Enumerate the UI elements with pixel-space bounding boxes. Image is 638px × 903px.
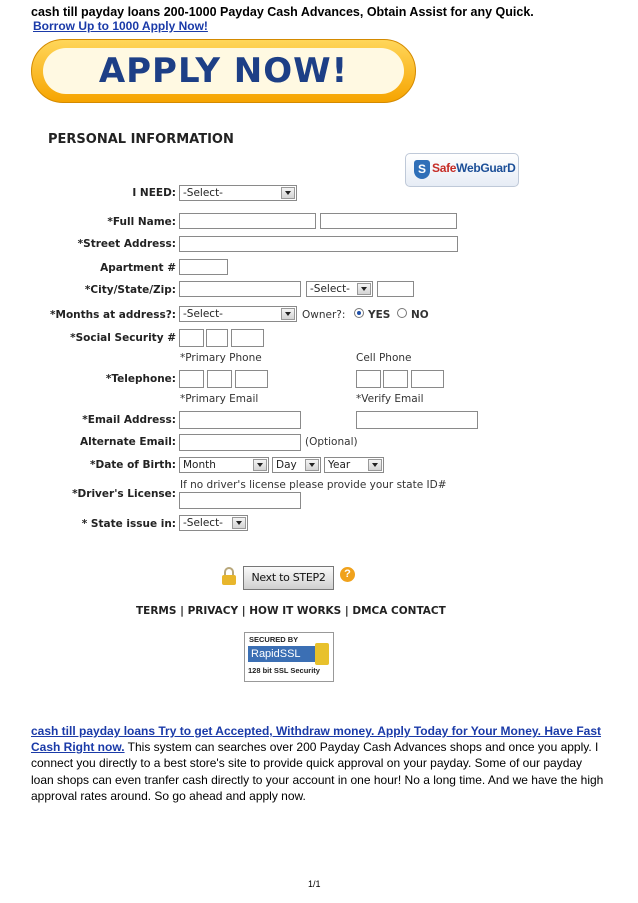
license-note: If no driver's license please provide your state ID# xyxy=(180,479,447,491)
last-name-input[interactable] xyxy=(320,213,457,229)
chevron-down-icon xyxy=(253,459,267,471)
full-name-label: *Full Name: xyxy=(107,216,176,228)
phone-line-input[interactable] xyxy=(235,370,268,388)
dob-month-select[interactable] xyxy=(179,457,269,473)
phone-area-input[interactable] xyxy=(179,370,204,388)
description-paragraph xyxy=(31,723,607,804)
need-select[interactable] xyxy=(179,185,297,201)
city-input[interactable] xyxy=(179,281,301,297)
email-label: *Email Address: xyxy=(82,414,176,426)
need-label: I NEED: xyxy=(132,187,176,199)
primary-phone-hint: *Primary Phone xyxy=(180,352,262,364)
shield-icon: S xyxy=(414,160,430,179)
months-select-value: -Select- xyxy=(183,308,223,320)
zip-input[interactable] xyxy=(377,281,414,297)
owner-no-radio[interactable] xyxy=(397,308,407,318)
safewebguard-text xyxy=(432,161,516,175)
ssl-brand: RapidSSL xyxy=(248,646,319,662)
description-text: This system can searches over 200 Payday Cash Advances shops and once you apply. I connect you directly to a best store's site to provide quick approval on your payday. Some of our payday loan shops can even tranfer cash directly to your account in one hour! No a long time. And we have the high approval rates around. So go ahead and apply now. xyxy=(31,740,604,803)
borrow-link[interactable] xyxy=(33,19,208,33)
apply-now-button[interactable] xyxy=(31,39,416,103)
section-title: PERSONAL INFORMATION xyxy=(48,132,234,147)
license-label: *Driver's License: xyxy=(72,488,176,500)
document-title: cash till payday loans 200-1000 Payday Cash Advances, Obtain Assist for any Quick. xyxy=(31,5,534,19)
dob-year-select[interactable] xyxy=(324,457,384,473)
chevron-down-icon xyxy=(368,459,382,471)
chevron-down-icon xyxy=(232,517,246,529)
lock-icon xyxy=(222,567,236,585)
first-name-input[interactable] xyxy=(179,213,316,229)
owner-yes-label: YES xyxy=(368,309,391,321)
cell-line-input[interactable] xyxy=(411,370,444,388)
alt-email-label: Alternate Email: xyxy=(80,436,176,448)
dob-label: *Date of Birth: xyxy=(90,459,176,471)
ssn-label: *Social Security # xyxy=(70,332,176,344)
street-input[interactable] xyxy=(179,236,458,252)
description-link[interactable]: cash till payday loans Try to get Accepted, Withdraw money. Apply Today for Your Money. Have Fast Cash Right now. xyxy=(31,724,602,755)
dob-month-value: Month xyxy=(183,459,216,471)
badge-brand-a: Safe xyxy=(432,161,457,175)
owner-label: Owner?: xyxy=(302,309,346,321)
phone-prefix-input[interactable] xyxy=(207,370,232,388)
padlock-icon xyxy=(315,643,329,665)
ssn-part3-input[interactable] xyxy=(231,329,264,347)
dob-day-value: Day xyxy=(276,459,297,471)
ssl-bits: 128 bit SSL Security xyxy=(248,666,320,675)
dob-day-select[interactable] xyxy=(272,457,321,473)
apartment-label: Apartment # xyxy=(100,262,176,274)
help-icon[interactable]: ? xyxy=(340,567,355,582)
borrow-link-text[interactable]: Borrow Up to 1000 Apply Now! xyxy=(33,19,208,33)
street-label: *Street Address: xyxy=(77,238,176,250)
license-input[interactable] xyxy=(179,492,301,509)
chevron-down-icon xyxy=(357,283,371,295)
state-select[interactable] xyxy=(306,281,373,297)
next-step-button[interactable]: Next to STEP2 xyxy=(243,566,334,590)
state-issue-label: * State issue in: xyxy=(81,518,176,530)
apply-now-inner xyxy=(43,48,404,94)
rapidssl-badge xyxy=(244,632,334,682)
apartment-input[interactable] xyxy=(179,259,228,275)
telephone-label: *Telephone: xyxy=(105,373,176,385)
owner-yes-radio[interactable] xyxy=(354,308,364,318)
email-input[interactable] xyxy=(179,411,301,429)
chevron-down-icon xyxy=(281,308,295,320)
alt-email-input[interactable] xyxy=(179,434,301,451)
months-select[interactable] xyxy=(179,306,297,322)
ssl-secured-by: SECURED BY xyxy=(249,635,299,644)
verify-email-input[interactable] xyxy=(356,411,478,429)
owner-no-label: NO xyxy=(411,309,429,321)
page-number: 1/1 xyxy=(308,879,321,889)
badge-brand-b: WebGuarD xyxy=(456,161,516,175)
footer-links[interactable]: TERMS | PRIVACY | HOW IT WORKS | DMCA CONTACT xyxy=(136,605,446,617)
state-select-value: -Select- xyxy=(310,283,350,295)
ssn-part2-input[interactable] xyxy=(206,329,228,347)
months-label: *Months at address?: xyxy=(50,309,176,321)
need-select-value: -Select- xyxy=(183,187,223,199)
optional-hint: (Optional) xyxy=(305,436,358,448)
verify-email-hint: *Verify Email xyxy=(356,393,424,405)
city-state-zip-label: *City/State/Zip: xyxy=(84,284,176,296)
dob-year-value: Year xyxy=(328,459,351,471)
state-issue-select[interactable] xyxy=(179,515,248,531)
state-issue-value: -Select- xyxy=(183,517,223,529)
cell-prefix-input[interactable] xyxy=(383,370,408,388)
chevron-down-icon xyxy=(281,187,295,199)
safewebguard-badge xyxy=(405,153,519,187)
primary-email-hint: *Primary Email xyxy=(180,393,259,405)
cell-area-input[interactable] xyxy=(356,370,381,388)
ssn-part1-input[interactable] xyxy=(179,329,204,347)
cell-phone-hint: Cell Phone xyxy=(356,352,412,364)
apply-now-label: APPLY NOW! xyxy=(98,51,349,91)
chevron-down-icon xyxy=(305,459,319,471)
